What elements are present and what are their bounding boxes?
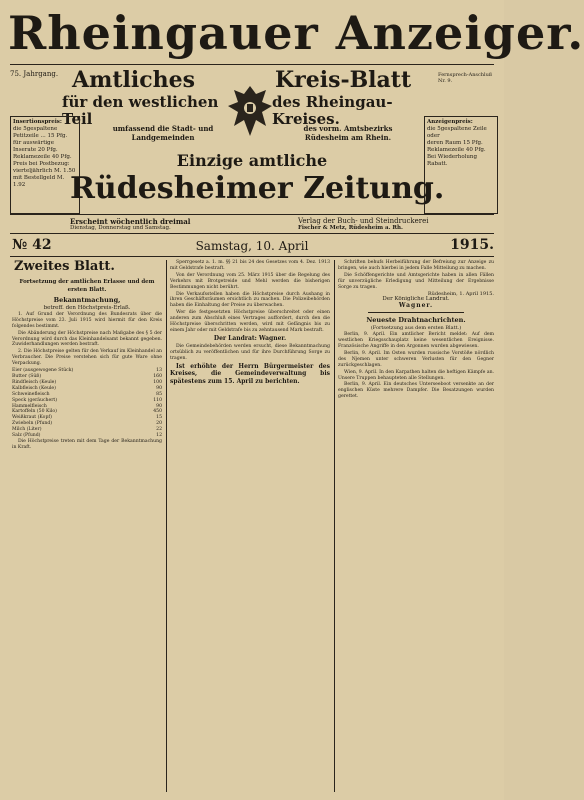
paragraph: Wer die festgesetzten Höchstpreise überschreitet oder einen anderen zum Abschluß eines Vertrages auffordert, durch den die Höchstpreise überschritten werden, wird mit Gefängnis bis zu einem Jahr oder mit Geldstrafe bis zu zehntausend Mark bestraft. xyxy=(170,310,330,333)
price-value: 160 xyxy=(153,373,162,379)
publication-days: Erscheint wöchentlich dreimal xyxy=(70,217,191,226)
news-item: Berlin, 9. April. Ein deutsches Unterseeboot versenkte an der englischen Küste mehrere Dampfer. Die Besatzungen wurden gerettet. xyxy=(338,382,494,400)
column-1 xyxy=(12,276,162,792)
price-item: Salz (Pfund) xyxy=(12,433,41,439)
insertion-price-line: Reklamezeile 40 Pfg. xyxy=(13,154,72,160)
divider xyxy=(368,312,464,313)
price-value: 22 xyxy=(156,427,162,433)
paragraph: Die Abänderung der Höchstpreise nach Maßgabe des § 5 der Verordnung wird durch das Kleinhandelsamt bekannt gegeben. Zuwiderhandlungen werden bestraft. xyxy=(12,330,162,348)
paragraph: Schriften behufs Herbeiführung der Befreiung zur Anzeige zu bringen, wie auch hierbei in jedem Falle Mitteilung zu machen. xyxy=(338,260,494,271)
signature: Der Landrat: Wagner. xyxy=(213,334,287,342)
amtsbezirk-text: des vorm. Amtsbezirks Rüdesheim am Rhein. xyxy=(303,124,393,142)
price-value: 12 xyxy=(156,433,162,439)
column-2 xyxy=(170,260,330,792)
bekanntmachung-sub: betreff. den Höchstpreis-Erlaß. xyxy=(43,305,131,311)
publisher-2: Fischer & Metz, Rüdesheim a. Rh. xyxy=(298,225,403,231)
column-divider xyxy=(166,260,167,792)
price-item: Kartoffeln (50 Kilo) xyxy=(12,409,57,415)
price-item: Butter (Süß) xyxy=(12,373,42,379)
bekanntmachung-heading: Bekanntmachung, xyxy=(53,296,121,304)
price-item: Weißkraut (Kopf) xyxy=(12,415,52,421)
price-item: Kalbfleisch (Keule) xyxy=(12,385,56,391)
section-heading: Fortsetzung der amtlichen Erlasse und dem ersten Blatt. xyxy=(19,279,155,293)
price-value: 85 xyxy=(156,391,162,397)
divider xyxy=(10,256,494,257)
news-item: Berlin, 9. April. Ein amtlicher Bericht meldet: Auf dem westlichen Kriegsschauplatz keine wesentlichen Ereignisse. Französische Angriffe in den Argonnen wurden abgewiesen. xyxy=(338,332,494,349)
amtliches-label: Amtliches xyxy=(72,67,195,93)
ad-price-line: deren Raum 15 Pfg. xyxy=(427,140,483,146)
price-item: Zwiebeln (Pfund) xyxy=(12,421,53,427)
paragraph: Die Gemeindebehörden werden ersucht, diese Bekanntmachung ortsüblich zu veröffentlichen und für ihre Durchführung Sorge zu tragen. xyxy=(170,343,330,361)
price-table xyxy=(12,368,162,439)
column-divider xyxy=(334,260,335,792)
divider xyxy=(10,214,494,215)
issue-number: № 42 xyxy=(12,237,52,253)
stadt-land-text: umfassend die Stadt- und Landgemeinden xyxy=(112,124,214,142)
paragraph: Ist erhöhte der Herrn Bürgermeister des Kreises, die Gemeindeverwaltung bis spätestens zum 15. April zu berichten. xyxy=(170,362,330,385)
price-value: 90 xyxy=(156,403,162,409)
section-title: Zweites Blatt. xyxy=(14,259,115,274)
price-item: Speck (geräuchert) xyxy=(12,397,58,403)
post-price-2: mit Bestellgeld M. 1.92 xyxy=(13,175,65,188)
ad-price-line: Bei Wiederholung Rabatt. xyxy=(427,154,477,167)
price-item: Eier (ausgewogene Stück) xyxy=(12,368,74,374)
publication-days-2: Dienstag, Donnerstag und Samstag. xyxy=(70,225,171,231)
rheingau-line: des Rheingau-Kreises. xyxy=(272,93,393,128)
paragraph: Die Höchstpreise treten mit dem Tage der Bekanntmachung in Kraft. xyxy=(12,438,162,450)
price-value: 20 xyxy=(156,421,162,427)
news-heading: Neueste Drahtnachrichten. xyxy=(366,316,466,325)
year-label: 75. Jahrgang. xyxy=(10,70,59,78)
paragraph: Die Schöffengerichte und Amtsgerichte haben in allen Fällen für unverzügliche Erledigung und Mitteilung der Ergebnisse Sorge zu tragen. xyxy=(338,272,494,290)
paragraph: 1. Auf Grund der Verordnung des Bundesrats über die Höchstpreise vom 23. Juli 1915 wird hiermit für den Kreis folgendes bestimmt. xyxy=(12,311,162,329)
price-value: 15 xyxy=(156,415,162,421)
insertion-price-title: Insertionspreis: xyxy=(13,119,62,125)
signoff-name: Wagner. xyxy=(398,302,434,310)
price-item: Milch (Liter) xyxy=(12,427,42,433)
price-value: 110 xyxy=(153,397,162,403)
column-3 xyxy=(338,260,494,792)
price-item: Rindfleisch (Keule) xyxy=(12,379,57,385)
official-label: Einzige amtliche xyxy=(176,151,328,170)
price-item: Hammelfleisch xyxy=(12,403,47,409)
issue-year: 1915. xyxy=(450,237,494,253)
ad-price-line: Reklamezeile 40 Pfg. xyxy=(427,147,486,153)
insertion-price-line: für auswärtige Inserate 20 Pfg. xyxy=(13,140,58,153)
issue-date: Samstag, 10. April xyxy=(195,239,309,253)
news-sub: (Fortsetzung aus dem ersten Blatt.) xyxy=(370,325,462,332)
masthead-title: Rheingauer Anzeiger. xyxy=(8,6,584,60)
westlichen-teil-line: für den westlichen Teil xyxy=(62,93,219,128)
signoff-title: Der Königliche Landrat. xyxy=(382,296,450,303)
price-item: Schweinefleisch xyxy=(12,391,50,397)
news-item: Wien, 9. April. In den Karpathen halten die heftigen Kämpfe an. Unsere Truppen behaupteten alle Stellungen. xyxy=(338,369,494,381)
kreisblatt-label: Kreis-Blatt xyxy=(275,67,412,93)
paragraph: Die Verkaufsstellen haben die Höchstpreise durch Aushang in ihren Geschäftsräumen ersichtlich zu machen. Die Polizeibehörden haben die Einhaltung der Preise zu überwachen. xyxy=(170,291,330,309)
divider xyxy=(10,233,494,234)
ad-price-title: Anzeigenpreis: xyxy=(427,119,473,125)
divider xyxy=(10,64,494,65)
paragraph: Sperrgesetz a. 1. m. §§ 21 bis 24 des Gesetzes vom 4. Dez. 1913 mit Geldstrafe bestraft. xyxy=(170,260,330,271)
paper-title: Rüdesheimer Zeitung. xyxy=(70,171,445,206)
price-value: 90 xyxy=(156,385,162,391)
publisher: Verlag der Buch- und Steindruckerei xyxy=(298,217,429,225)
phone-label: Fernsprech-Anschluß Nr. 9. xyxy=(438,72,493,84)
ad-price-line: die 5gespaltene Zeile oder xyxy=(427,126,487,139)
paragraph: Von der Verordnung vom 25. März 1915 über die Regelung des Verkehrs mit Brotgetreide und Mehl werden die bisherigen Bestimmungen nicht berührt. xyxy=(170,272,330,290)
price-value: 100 xyxy=(153,379,162,385)
news-item: Berlin, 9. April. Im Osten wurden russische Vorstöße nördlich des Njemen unter schweren Verlusten für den Gegner zurückgeschlagen. xyxy=(338,350,494,368)
price-value: 450 xyxy=(153,409,162,415)
signoff-place: Rüdesheim, 1. April 1915. xyxy=(427,290,494,297)
post-price: Preis bei Postbezug: vierteljährlich M. 1.50 xyxy=(13,161,76,174)
price-value: 13 xyxy=(156,368,162,374)
paragraph: 2. Die Höchstpreise gelten für den Verkauf im Kleinhandel an Verbraucher. Die Preise verstehen sich für gute Ware ohne Verpackung. xyxy=(12,349,162,367)
insertion-price-line: die 5gespaltene Petitzeile ... 15 Pfg. xyxy=(13,126,68,139)
eagle-crest-icon xyxy=(226,82,274,142)
